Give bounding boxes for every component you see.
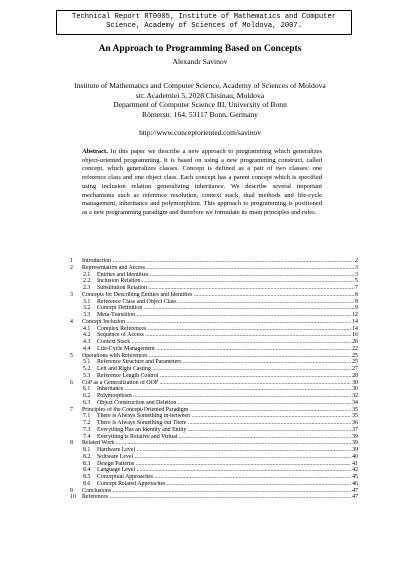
- affiliation-line: Römerstr. 164, 53117 Bonn, Germany: [142, 110, 258, 120]
- toc-entry-page: 14: [352, 325, 358, 332]
- toc-entry-title: Everything Has an Identity and Entity .....: [97, 427, 358, 434]
- toc-entry-page: 25: [352, 352, 358, 359]
- toc-entry-number: 8.1: [83, 447, 91, 453]
- toc-entry-number: 6: [70, 379, 73, 386]
- toc-entry-page: 30: [352, 379, 358, 386]
- toc-entry-page: 47: [352, 494, 358, 501]
- toc-entry[interactable]: [70, 366, 358, 373]
- toc-entry-page: 41: [352, 460, 358, 467]
- toc-entry[interactable]: [70, 265, 358, 272]
- toc-entry-page: 20: [352, 339, 358, 345]
- toc-entry-title: Language Level .....: [97, 467, 358, 474]
- toc-entry-number: 5.2: [83, 366, 91, 372]
- toc-entry-number: 7.2: [83, 420, 91, 426]
- toc-entry-title: Context Stack .....: [97, 339, 358, 346]
- toc-entry[interactable]: [70, 339, 358, 346]
- toc-entry-number: 7.4: [83, 433, 91, 440]
- abstract-text: In this paper we describe a new approach to programming which generalizes object-oriented programming. It is based on using a new programming construct, called concept, which generalizes classes. Concept is defined as a pair of two classes: one reference class and one object class. Each concept has a parent concept which is specified using inclusion relation generalizing inheritance. We describe several important mechanisms such as reference resolution, context stack, dual methods and life-cycle management, inheritance and polymorphism. This approach to programming is positioned as a new programming paradigm and therefore we formulate its main principles and rules.: [82, 148, 323, 216]
- toc-entry-number: 3: [70, 291, 73, 298]
- toc-entry-number: 8.5: [83, 474, 91, 480]
- toc-entry[interactable]: [70, 488, 358, 495]
- toc-entry[interactable]: [70, 305, 358, 312]
- toc-entry-number: 6.2: [83, 393, 91, 399]
- toc-entry-number: 2.3: [83, 285, 91, 291]
- toc-entry-page: 14: [352, 318, 358, 325]
- toc-entry-number: 2.2: [83, 278, 91, 285]
- toc-entry[interactable]: [70, 359, 358, 366]
- toc-entry-title: Sequence of Access .....: [97, 332, 358, 339]
- toc-entry[interactable]: [70, 272, 358, 279]
- toc-entry[interactable]: [70, 393, 358, 400]
- toc-entry-title: Inclusion Relation .....: [97, 278, 358, 285]
- toc-entry-title: Inheritance .....: [97, 386, 358, 393]
- toc-entry-title: Meta-Transition .....: [97, 312, 358, 319]
- toc-entry-title: Reference Structure and Parameters .....: [97, 359, 358, 366]
- toc-entry-page: 46: [352, 480, 358, 487]
- toc-entry[interactable]: [70, 312, 358, 319]
- toc-entry-title: Design Patterns .....: [97, 461, 358, 468]
- toc-entry-title: There is Always Something out There .....: [97, 420, 358, 427]
- toc-entry-page: 35: [352, 413, 358, 420]
- toc-entry[interactable]: [70, 407, 358, 414]
- toc-entry-title: Concept Inclusion .....: [82, 319, 358, 326]
- report-header-box: [56, 10, 352, 35]
- toc-entry-number: 4: [70, 318, 73, 325]
- toc-entry-title: Complex References .....: [97, 326, 358, 333]
- toc-entry-number: 3.2: [83, 305, 91, 312]
- toc-entry-number: 2: [70, 264, 73, 271]
- toc-entry[interactable]: [70, 494, 358, 501]
- toc-entry-page: 35: [352, 406, 358, 413]
- toc-entry[interactable]: [70, 326, 358, 333]
- toc-entry-page: 12: [352, 312, 358, 318]
- toc-entry-page: 47: [352, 487, 358, 494]
- toc-entry-title: Entities and Identities .....: [97, 272, 358, 279]
- toc-entry-title: Object Construction and Deletion .....: [97, 400, 358, 407]
- toc-entry-page: 37: [352, 426, 358, 433]
- toc-entry-page: 5: [355, 278, 358, 285]
- affiliation-block: [0, 81, 400, 120]
- toc-entry-page: 39: [352, 440, 358, 447]
- toc-entry-page: 32: [352, 393, 358, 399]
- toc-entry-title: Operations with References .....: [82, 353, 358, 360]
- toc-entry-page: 39: [352, 447, 358, 453]
- toc-entry-number: 7: [70, 406, 73, 413]
- table-of-contents: [70, 258, 358, 501]
- toc-entry[interactable]: [70, 474, 358, 481]
- toc-entry-number: 4.4: [83, 345, 91, 352]
- toc-entry[interactable]: [70, 278, 358, 285]
- toc-entry-title: Reference Length Control .....: [97, 373, 358, 380]
- toc-entry-number: 3.1: [83, 298, 91, 305]
- toc-entry-number: 4.2: [83, 332, 91, 339]
- toc-entry-title: Conceptual Approaches .....: [97, 474, 358, 481]
- toc-entry-page: 39: [352, 433, 358, 440]
- toc-entry-title: Representation and Access .....: [82, 265, 358, 272]
- toc-entry[interactable]: [70, 461, 358, 468]
- toc-entry-number: 6.3: [83, 399, 91, 406]
- toc-entry[interactable]: [70, 373, 358, 380]
- toc-entry-title: Reference Class and Object Class .....: [97, 299, 358, 306]
- toc-entry-title: Concept Definition .....: [97, 305, 358, 312]
- toc-entry-page: 2: [355, 258, 358, 264]
- toc-entry-number: 8.2: [83, 453, 91, 460]
- toc-entry-title: Related Work .....: [82, 440, 358, 447]
- toc-entry[interactable]: [70, 258, 358, 265]
- toc-entry-number: 8.4: [83, 467, 91, 474]
- toc-entry-page: 3: [355, 264, 358, 271]
- toc-entry-number: 7.1: [83, 413, 91, 420]
- toc-entry-title: Concept Related Approaches .....: [97, 481, 358, 488]
- toc-entry[interactable]: [70, 332, 358, 339]
- toc-entry-number: 4.1: [83, 325, 91, 332]
- toc-entry-number: 8.3: [83, 460, 91, 467]
- toc-entry-page: 9: [355, 305, 358, 312]
- toc-entry-number: 6.1: [83, 386, 91, 393]
- toc-entry-number: 3.3: [83, 312, 91, 318]
- toc-entry-title: Everything is Relative and Virtual .....: [97, 434, 358, 441]
- toc-entry-page: 34: [352, 399, 358, 406]
- toc-entry-number: 5: [70, 352, 73, 359]
- toc-entry-page: 45: [352, 474, 358, 480]
- toc-entry[interactable]: [70, 440, 358, 447]
- toc-entry[interactable]: [70, 467, 358, 474]
- author-name: Alexandr Savinov: [172, 57, 228, 66]
- toc-entry-number: 9: [70, 487, 73, 494]
- toc-entry-title: Polymorphism .....: [97, 393, 358, 400]
- toc-entry[interactable]: [70, 447, 358, 454]
- toc-entry-title: CoP as a Generalization of OOP .....: [82, 380, 358, 387]
- toc-entry[interactable]: [70, 434, 358, 441]
- toc-entry-title: There is Always Something in-between .....: [97, 413, 358, 420]
- toc-entry-title: Hardware Level .....: [97, 447, 358, 454]
- toc-entry-page: 28: [352, 372, 358, 379]
- toc-entry-page: 8: [355, 291, 358, 298]
- toc-entry-number: 10: [70, 494, 76, 501]
- toc-entry[interactable]: [70, 299, 358, 306]
- toc-entry-number: 5.1: [83, 359, 91, 366]
- toc-entry[interactable]: [70, 454, 358, 461]
- toc-entry-number: 4.3: [83, 339, 91, 345]
- toc-entry[interactable]: [70, 380, 358, 387]
- toc-entry-number: 8: [70, 440, 73, 447]
- toc-entry-title: Conclusions .....: [82, 488, 358, 495]
- toc-entry-page: 16: [352, 332, 358, 339]
- toc-entry-title: Software Level .....: [97, 454, 358, 461]
- toc-entry-page: 36: [352, 420, 358, 426]
- toc-entry-title: Substitution Relation .....: [97, 285, 358, 292]
- toc-entry-page: 27: [352, 366, 358, 372]
- toc-entry-title: Principles of the Concept-Oriented Paradigm .....: [82, 407, 358, 414]
- toc-entry[interactable]: [70, 346, 358, 353]
- toc-entry-page: 25: [352, 359, 358, 366]
- toc-entry-number: 7.3: [83, 426, 91, 433]
- toc-entry-title: Left and Right Casting .....: [97, 366, 358, 373]
- abstract-label: Abstract.: [82, 148, 108, 155]
- affiliation-line: str. Academiei 5, 2028 Chisinau, Moldova: [135, 90, 265, 100]
- toc-entry-title: References .....: [82, 494, 358, 501]
- toc-entry-number: 2.1: [83, 271, 91, 278]
- toc-entry[interactable]: [70, 400, 358, 407]
- toc-entry-page: 30: [352, 386, 358, 393]
- toc-entry-page: 22: [352, 345, 358, 352]
- toc-entry[interactable]: [70, 481, 358, 488]
- toc-entry[interactable]: [70, 285, 358, 292]
- toc-entry-number: 1: [70, 258, 73, 264]
- toc-entry-title: Life-Cycle Management .....: [97, 346, 358, 353]
- toc-entry[interactable]: [70, 319, 358, 326]
- toc-entry-page: 42: [352, 467, 358, 474]
- toc-entry-title: Concepts for Describing Entities and Identities .....: [82, 292, 358, 299]
- toc-entry[interactable]: [70, 413, 358, 420]
- toc-entry-page: 7: [355, 285, 358, 291]
- report-header-line: Technical Report RT0005, Institute of Mathematics and Computer: [72, 13, 336, 21]
- toc-entry[interactable]: [70, 292, 358, 299]
- toc-entry-page: 3: [355, 271, 358, 278]
- paper-title: An Approach to Programming Based on Concepts: [98, 44, 302, 54]
- affiliation-line: Institute of Mathematics and Computer Science, Academy of Sciences of Moldova: [74, 81, 326, 90]
- toc-entry-page: 8: [355, 298, 358, 305]
- toc-entry[interactable]: [70, 427, 358, 434]
- toc-entry-number: 8.6: [83, 480, 91, 487]
- abstract: [82, 148, 322, 218]
- toc-entry[interactable]: [70, 386, 358, 393]
- affiliation-line: Department of Computer Science III, University of Bonn: [113, 100, 287, 110]
- toc-entry-title: Introduction .....: [82, 258, 358, 265]
- toc-entry[interactable]: [70, 420, 358, 427]
- toc-entry-page: 40: [352, 453, 358, 460]
- toc-entry[interactable]: [70, 353, 358, 360]
- report-header-line: Science, Academy of Sciences of Moldova, 2007.: [106, 22, 302, 31]
- toc-entry-number: 5.3: [83, 372, 91, 379]
- author-url: http://www.conceptoriented.com/savinov: [139, 128, 261, 137]
